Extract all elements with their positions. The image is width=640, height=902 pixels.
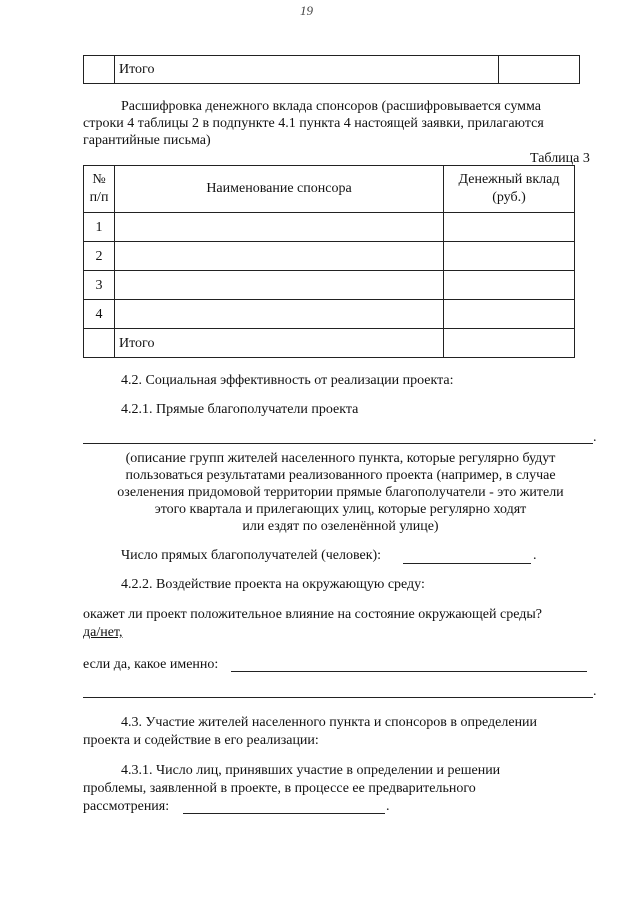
sponsors-paragraph-line2: строки 4 таблицы 2 в подпункте 4.1 пункта 4 настоящей заявки, прилагаются (83, 116, 544, 131)
total-amount-cell (444, 329, 575, 358)
participants-count-field (183, 813, 385, 814)
top-table-total-label: Итого (115, 56, 499, 84)
beneficiaries-fill-line (83, 443, 593, 444)
description-line: (описание групп жителей населенного пункта, которые регулярно будут (125, 451, 556, 466)
if-yes-field-line2 (83, 697, 593, 698)
table-row (84, 271, 575, 300)
row-name-cell (115, 271, 444, 300)
environment-answer: да/нет, (83, 625, 123, 640)
section-4-3-1-line1: 4.3.1. Число лиц, принявших участие в определении и решении (121, 763, 501, 778)
top-table-amount-cell (499, 56, 580, 84)
row-num: 2 (84, 242, 115, 271)
description-line: этого квартала и прилегающих улиц, которые регулярно ходят (154, 502, 527, 517)
sponsors-table (83, 165, 575, 358)
table-header-row (84, 166, 575, 213)
table-row (84, 300, 575, 329)
row-amount-cell (444, 271, 575, 300)
description-line: пользоваться результатами реализованного проекта (например, в случае (125, 468, 556, 483)
table-row (84, 213, 575, 242)
section-4-3-title-line2: проекта и содействие в его реализации: (83, 733, 319, 748)
page-number: 19 (300, 3, 313, 18)
beneficiaries-count-label: Число прямых благополучателей (человек): (121, 548, 382, 563)
total-num-cell (84, 329, 115, 358)
total-label: Итого (115, 329, 444, 358)
table3-caption: Таблица 3 (530, 151, 590, 166)
sponsors-paragraph-line3: гарантийные письма) (83, 133, 211, 148)
if-yes-end: . (593, 684, 597, 699)
beneficiaries-description (83, 450, 598, 535)
row-name-cell (115, 242, 444, 271)
table-row (84, 242, 575, 271)
section-4-2-1-title: 4.2.1. Прямые благополучатели проекта (121, 402, 359, 417)
row-num: 1 (84, 213, 115, 242)
row-num: 4 (84, 300, 115, 329)
row-name-cell (115, 213, 444, 242)
top-total-table (83, 55, 580, 84)
if-yes-field (231, 671, 587, 672)
row-name-cell (115, 300, 444, 329)
section-4-2-2-title: 4.2.2. Воздействие проекта на окружающую среду: (121, 577, 425, 592)
row-amount-cell (444, 213, 575, 242)
description-line: или ездят по озеленённой улице) (242, 519, 439, 534)
section-4-2-title: 4.2. Социальная эффективность от реализации проекта: (121, 373, 454, 388)
section-4-3-title-line1: 4.3. Участие жителей населенного пункта и спонсоров в определении (121, 715, 538, 730)
header-sponsor-name: Наименование спонсора (115, 166, 444, 213)
description-line: озеленения придомовой территории прямые благополучатели - это жители (117, 485, 564, 500)
row-amount-cell (444, 242, 575, 271)
beneficiaries-count-field (403, 563, 531, 564)
section-4-3-1-line2: проблемы, заявленной в проекте, в процессе ее предварительного (83, 781, 476, 796)
header-num: № п/п (84, 166, 115, 213)
top-table-num-cell (84, 56, 115, 84)
row-num: 3 (84, 271, 115, 300)
beneficiaries-line-end: . (593, 430, 597, 445)
if-yes-label: если да, какое именно: (83, 657, 219, 672)
environment-question: окажет ли проект положительное влияние на состояние окружающей среды? (83, 607, 542, 622)
header-amount: Денежный вклад (руб.) (444, 166, 575, 213)
section-4-3-1-line3: рассмотрения: (83, 799, 170, 814)
participants-count-end: . (386, 799, 390, 814)
table-total-row (84, 329, 575, 358)
beneficiaries-count-end: . (533, 548, 537, 563)
sponsors-paragraph-line1: Расшифровка денежного вклада спонсоров (расшифровывается сумма (121, 99, 541, 114)
row-amount-cell (444, 300, 575, 329)
